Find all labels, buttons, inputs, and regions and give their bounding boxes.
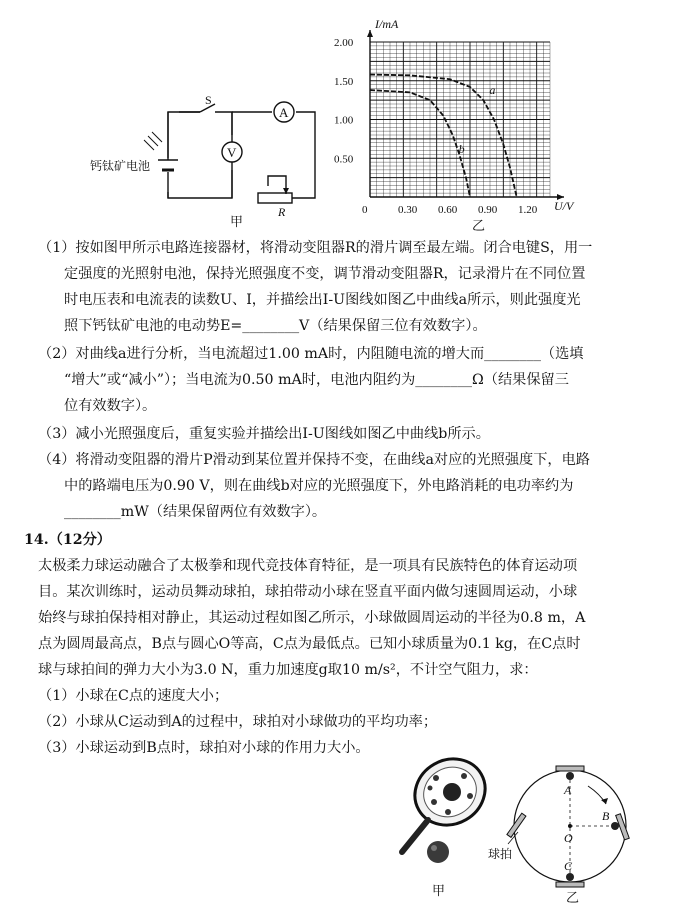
y-arrow-icon — [367, 30, 373, 37]
switch-label: S — [205, 93, 212, 107]
racket-icon — [402, 752, 497, 852]
q14-question-1: （1）小球在C点的速度大小； — [38, 688, 229, 704]
q13-part1-line4: 照下钙钛矿电池的电动势E=________V（结果保留三位有效数字）。 — [64, 318, 487, 334]
x-tick-label: 0.90 — [478, 204, 498, 216]
q13-part2-line3: 位有效数字）。 — [64, 398, 157, 414]
point-a: A — [564, 783, 572, 797]
y-axis-label: I/mA — [375, 17, 399, 31]
left-figure-caption: 甲 — [432, 883, 446, 898]
x-tick-label: 1.20 — [518, 204, 538, 216]
q14-question-3: （3）小球运动到B点时，球拍对小球的作用力大小。 — [38, 740, 370, 756]
ammeter-label: A — [279, 105, 289, 120]
q14-stem-1: 太极柔力球运动融合了太极拳和现代竞技体育特征，是一项具有民族特色的体育运动项 — [38, 558, 578, 574]
series-label-a: a — [489, 83, 496, 98]
y-tick-label: 2.00 — [334, 37, 354, 49]
series-line-b — [370, 90, 470, 197]
right-figure-caption: 乙 — [566, 890, 580, 904]
q13-part1-line2: 定强度的光照射电池，保持光照强度不变，调节滑动变阻器R，记录滑片在不同位置 — [64, 266, 586, 282]
q13-part2-line1: （2）对曲线a进行分析，当电流超过1.00 mA时，内阻随电流的增大而________（选填 — [38, 346, 584, 362]
y-tick-label: 0.50 — [334, 153, 354, 166]
q14-stem-5: 球与球拍间的弹力大小为3.0 N，重力加速度g取10 m/s²，不计空气阻力，求： — [38, 662, 538, 678]
x-tick-label: 0.30 — [398, 204, 418, 216]
chart-grid — [370, 42, 550, 197]
point-c: C — [564, 859, 573, 873]
q13-part4-line1: （4）将滑动变阻器的滑片P滑动到某位置并保持不变，在曲线a对应的光照强度下，电路 — [38, 452, 590, 468]
chart-caption: 乙 — [472, 218, 486, 233]
q14-stem-4: 点为圆周最高点，B点与圆心O等高，C点为最低点。已知小球质量为0.1 kg，在C点时 — [38, 636, 581, 652]
series-label-b: b — [458, 142, 465, 156]
x-tick-label: 0 — [362, 204, 368, 216]
racket-a-icon — [556, 766, 584, 771]
q13-part1-line3: 时电压表和电流表的读数U、I，并描绘出I-U图线如图乙中曲线a所示，则此强度光 — [64, 292, 581, 308]
circuit-caption: 甲 — [230, 214, 244, 229]
resistor-label: R — [278, 205, 286, 219]
q13-part2-line2: “增大”或“减小”）；当电流为0.50 mA时，电池内阻约为________Ω（结果保留三 — [64, 372, 569, 388]
racket-c-icon — [556, 882, 584, 887]
q13-part4-line3: ________mW（结果保留两位有效数字）。 — [64, 504, 327, 520]
y-tick-label: 1.00 — [334, 114, 354, 127]
x-axis-label: U/V — [554, 199, 574, 213]
q13-part1-line1: （1）按如图甲所示电路连接器材，将滑动变阻器R的滑片调至最左端。闭合电键S，用一 — [38, 240, 593, 256]
x-tick-label: 0.60 — [438, 204, 458, 216]
q13-part3: （3）减小光照强度后，重复实验并描绘出I-U图线如图乙中曲线b所示。 — [38, 426, 490, 442]
q14-header: 14.（12分） — [24, 532, 111, 548]
circle-motion-figure — [488, 752, 648, 904]
y-tick-label: 1.50 — [334, 75, 354, 88]
q14-question-2: （2）小球从C运动到A的过程中，球拍对小球做功的平均功率； — [38, 714, 438, 730]
q13-part4-line2: 中的路端电压为0.90 V，则在曲线b对应的光照强度下，外电路消耗的电功率约为 — [64, 478, 574, 494]
battery-label: 钙钛矿电池 — [90, 159, 151, 173]
point-b: B — [602, 809, 610, 823]
point-o: O — [564, 831, 573, 845]
racket-label: 球拍 — [488, 847, 513, 861]
q14-stem-3: 始终与球拍保持相对静止，其运动过程如图乙所示，小球做圆周运动的半径为0.8 m，A — [38, 610, 586, 626]
iu-chart — [330, 14, 600, 236]
circuit-diagram — [60, 90, 330, 230]
q14-stem-2: 目。某次训练时，运动员舞动球拍，球拍带动小球在竖直平面内做匀速圆周运动，小球 — [38, 584, 578, 600]
voltmeter-label: V — [227, 145, 237, 160]
ball-icon — [427, 841, 449, 863]
